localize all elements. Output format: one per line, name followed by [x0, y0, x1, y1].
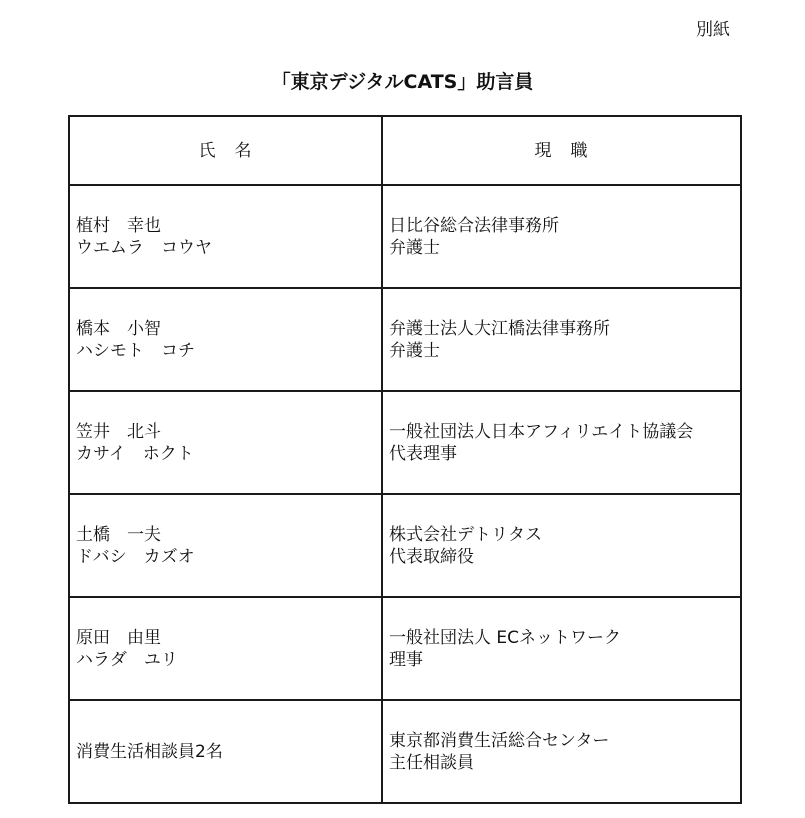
- role: 代表理事: [389, 443, 457, 464]
- position-cell: [382, 391, 741, 494]
- advisor-table: [68, 115, 742, 804]
- name-cell: [69, 185, 382, 288]
- table-row: [69, 597, 741, 700]
- organization: 東京都消費生活総合センター: [389, 730, 610, 751]
- table-row: [69, 391, 741, 494]
- role: 理事: [389, 649, 423, 670]
- position-cell: [382, 185, 741, 288]
- name-cell: [69, 597, 382, 700]
- organization: 弁護士法人大江橋法律事務所: [389, 318, 610, 339]
- role: 弁護士: [389, 340, 440, 361]
- person-reading: ハシモト コチ: [76, 340, 195, 361]
- person-name: 原田 由里: [76, 627, 161, 648]
- name-cell: [69, 494, 382, 597]
- attachment-label: 別紙: [696, 20, 730, 40]
- role: 代表取締役: [389, 546, 474, 567]
- table-header-row: [69, 116, 741, 185]
- organization: 株式会社デトリタス: [389, 524, 542, 545]
- name-cell: [69, 700, 382, 803]
- table-row: [69, 288, 741, 391]
- organization: 一般社団法人日本アフィリエイト協議会: [389, 421, 694, 442]
- position-cell: [382, 700, 741, 803]
- position-cell: [382, 597, 741, 700]
- person-name: 植村 幸也: [76, 215, 161, 236]
- role: 弁護士: [389, 237, 440, 258]
- document-title: 「東京デジタルCATS」助言員: [271, 71, 534, 93]
- table-row: [69, 700, 741, 803]
- person-name: 笠井 北斗: [76, 421, 161, 442]
- person-name: 消費生活相談員2名: [76, 741, 223, 762]
- role: 主任相談員: [389, 752, 474, 773]
- table-row: [69, 185, 741, 288]
- position-cell: [382, 494, 741, 597]
- organization: 一般社団法人 ECネットワーク: [389, 627, 622, 648]
- person-reading: ハラダ ユリ: [76, 649, 178, 670]
- person-name: 土橋 一夫: [76, 524, 161, 545]
- person-name: 橋本 小智: [76, 318, 161, 339]
- person-reading: ウエムラ コウヤ: [76, 237, 212, 258]
- name-cell: [69, 288, 382, 391]
- organization: 日比谷総合法律事務所: [389, 215, 559, 236]
- position-column-header: 現 職: [382, 116, 741, 185]
- person-reading: ドバシ カズオ: [76, 546, 195, 567]
- position-cell: [382, 288, 741, 391]
- table-row: [69, 494, 741, 597]
- person-reading: カサイ ホクト: [76, 443, 194, 464]
- name-column-header: 氏 名: [69, 116, 382, 185]
- name-cell: [69, 391, 382, 494]
